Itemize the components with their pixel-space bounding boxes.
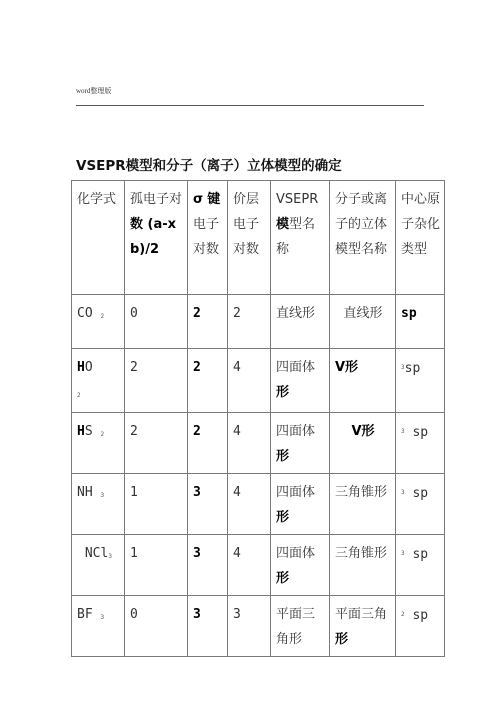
header-valence-pairs: 价层电子对数 — [228, 181, 271, 295]
cell-vsepr-name: 直线形 — [271, 295, 330, 349]
cell-shape-name: V形 — [330, 349, 396, 413]
cell-lone-pairs: 1 — [125, 535, 188, 596]
header-hybridization: 中心原子杂化类型 — [396, 181, 445, 295]
cell-shape-name: 直线形 — [330, 295, 396, 349]
cell-formula: NH 3 — [72, 474, 125, 535]
cell-valence-pairs: 4 — [228, 413, 271, 474]
cell-lone-pairs: 2 — [125, 349, 188, 413]
cell-lone-pairs: 2 — [125, 413, 188, 474]
header-formula: 化学式 — [72, 181, 125, 295]
table-row — [72, 535, 445, 596]
cell-shape-name: 三角锥形 — [330, 535, 396, 596]
cell-hybridization: $^3$ sp — [396, 535, 445, 596]
document-title: VSEPR模型和分子（离子）立体模型的确定 — [76, 158, 342, 174]
cell-formula: NCl3 — [72, 535, 125, 596]
cell-valence-pairs: 2 — [228, 295, 271, 349]
cell-formula: HS 2 — [72, 413, 125, 474]
table-row — [72, 474, 445, 535]
cell-vsepr-name: 平面三 角形 — [271, 596, 330, 657]
cell-sigma-pairs: 3 — [188, 474, 228, 535]
cell-sigma-pairs: 3 — [188, 535, 228, 596]
cell-hybridization: sp — [396, 295, 445, 349]
cell-vsepr-name: 四面体 形 — [271, 535, 330, 596]
cell-valence-pairs: 4 — [228, 535, 271, 596]
cell-valence-pairs: 4 — [228, 349, 271, 413]
cell-vsepr-name: 四面体 形 — [271, 413, 330, 474]
header-vsepr-name: VSEPR 模型名称 — [271, 181, 330, 295]
cell-formula: BF 3 — [72, 596, 125, 657]
cell-vsepr-name: 四面体 形 — [271, 349, 330, 413]
table-row — [72, 349, 445, 413]
cell-sigma-pairs: 2 — [188, 295, 228, 349]
cell-lone-pairs: 1 — [125, 474, 188, 535]
header-divider — [76, 105, 424, 106]
cell-formula: CO 2 — [72, 295, 125, 349]
cell-sigma-pairs: 2 — [188, 349, 228, 413]
cell-valence-pairs: 3 — [228, 596, 271, 657]
cell-valence-pairs: 4 — [228, 474, 271, 535]
cell-shape-name: 平面三角 形 — [330, 596, 396, 657]
table-header-row — [72, 181, 445, 295]
cell-lone-pairs: 0 — [125, 295, 188, 349]
cell-hybridization: $^2$ sp — [396, 596, 445, 657]
table-row — [72, 413, 445, 474]
cell-shape-name: 三角锥形 — [330, 474, 396, 535]
cell-hybridization: $^3$sp — [396, 349, 445, 413]
table-row — [72, 295, 445, 349]
cell-sigma-pairs: 2 — [188, 413, 228, 474]
cell-hybridization: $^3$ sp — [396, 413, 445, 474]
cell-formula: HO 2 — [72, 349, 125, 413]
cell-vsepr-name: 四面体 形 — [271, 474, 330, 535]
vsepr-table — [71, 180, 445, 657]
table-row — [72, 596, 445, 657]
header-shape-name: 分子或离子的立体模型名称 — [330, 181, 396, 295]
page-header-text: word整理版 — [76, 87, 112, 95]
cell-hybridization: $^3$ sp — [396, 474, 445, 535]
cell-shape-name: V形 — [330, 413, 396, 474]
cell-lone-pairs: 0 — [125, 596, 188, 657]
header-sigma-pairs: σ 键电子对数 — [188, 181, 228, 295]
cell-sigma-pairs: 3 — [188, 596, 228, 657]
header-lone-pairs: 孤电子对 数 (a-xb)/2 — [125, 181, 188, 295]
